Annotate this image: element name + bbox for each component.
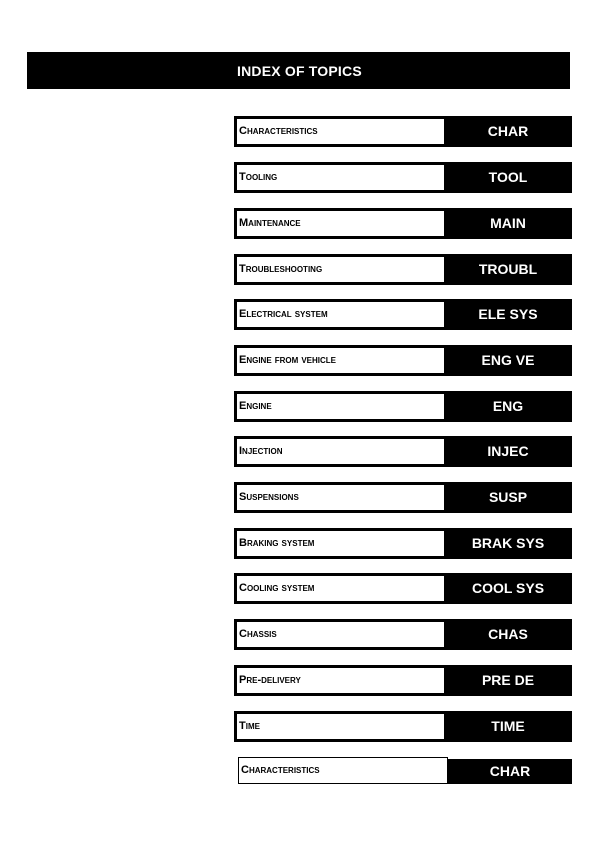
topic-name: Pre-delivery [234, 665, 448, 696]
topic-code: COOL SYS [444, 573, 572, 604]
topic-name: Electrical system [234, 299, 448, 330]
topic-row-pre-delivery[interactable] [234, 665, 572, 696]
topic-row-time[interactable] [234, 711, 572, 742]
topic-row-chassis[interactable] [234, 619, 572, 650]
topic-code: CHAR [448, 759, 572, 784]
topic-code: ENG [444, 391, 572, 422]
topic-code: CHAR [444, 116, 572, 147]
topic-name: Chassis [234, 619, 448, 650]
topic-code: ENG VE [444, 345, 572, 376]
topic-name: Maintenance [234, 208, 448, 239]
topic-name: Characteristics [234, 116, 448, 147]
header-bar [27, 52, 570, 89]
topic-row-injection[interactable] [234, 436, 572, 467]
topic-row-engine-from-vehicle[interactable] [234, 345, 572, 376]
topic-code: TROUBL [444, 254, 572, 285]
page-title: INDEX OF TOPICS [237, 63, 362, 79]
topic-name: Engine from vehicle [234, 345, 448, 376]
topic-name: Time [234, 711, 448, 742]
topic-code: TIME [444, 711, 572, 742]
topic-row-cooling-system[interactable] [234, 573, 572, 604]
topic-code: ELE SYS [444, 299, 572, 330]
topic-row-characteristics[interactable] [234, 116, 572, 147]
topic-name: Braking system [234, 528, 448, 559]
topic-name: Injection [234, 436, 448, 467]
topic-row-characteristics-repeat[interactable] [234, 756, 572, 787]
topic-code: CHAS [444, 619, 572, 650]
topic-name: Engine [234, 391, 448, 422]
topic-name: Troubleshooting [234, 254, 448, 285]
topic-row-braking-system[interactable] [234, 528, 572, 559]
topic-name: Tooling [234, 162, 448, 193]
topic-code: INJEC [444, 436, 572, 467]
topic-code: SUSP [444, 482, 572, 513]
topic-code: PRE DE [444, 665, 572, 696]
topic-row-troubleshooting[interactable] [234, 254, 572, 285]
topic-name: Characteristics [238, 757, 448, 784]
topic-name: Cooling system [234, 573, 448, 604]
topic-row-electrical-system[interactable] [234, 299, 572, 330]
topic-code: MAIN [444, 208, 572, 239]
topic-row-engine[interactable] [234, 391, 572, 422]
topic-code: TOOL [444, 162, 572, 193]
topic-row-maintenance[interactable] [234, 208, 572, 239]
topic-code: BRAK SYS [444, 528, 572, 559]
topic-name: Suspensions [234, 482, 448, 513]
topic-row-tooling[interactable] [234, 162, 572, 193]
topic-row-suspensions[interactable] [234, 482, 572, 513]
